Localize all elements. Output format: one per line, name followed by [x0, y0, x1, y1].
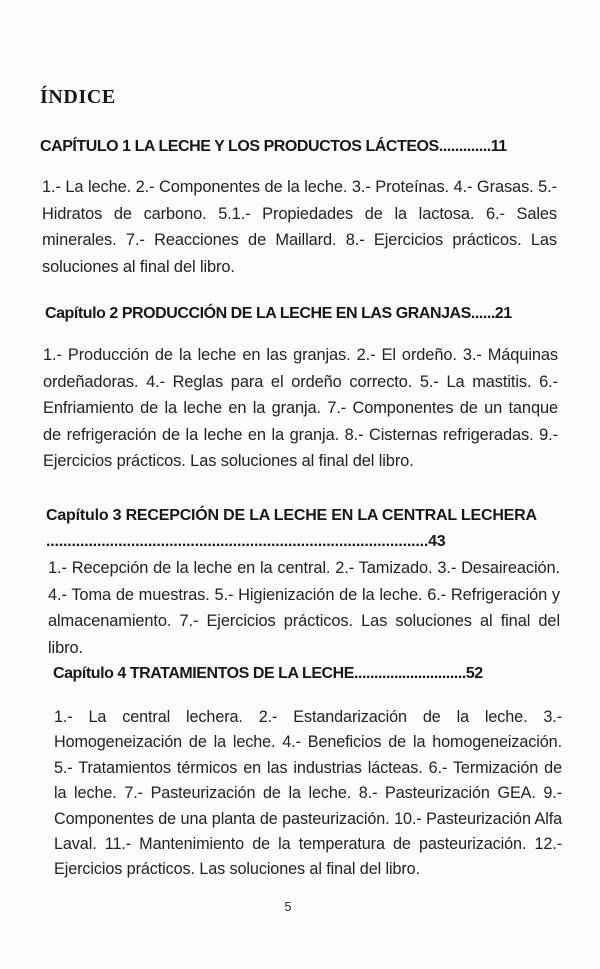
chapter-1-heading: CAPÍTULO 1 LA LECHE Y LOS PRODUCTOS LÁCTEOS.............11: [40, 138, 507, 155]
chapter-3-heading-leader: ..........................................................................................43: [46, 533, 446, 550]
chapter-4-summary: 1.- La central lechera. 2.- Estandarización de la leche. 3.- Homogeneización de la leche. 4.- Beneficios de la homogeneización. 5.- Tratamientos térmicos en las industrias lácteas. 6.- Termización de la leche. 7.- Pasteurización de la leche. 8.- Pasteurización GEA. 9.- Componentes de una planta de pasteurización. 10.- Pasteurización Alfa Laval. 11.- Mantenimiento de la temperatura de pasteurización. 12.- Ejercicios prácticos. Las soluciones al final del libro.: [54, 708, 562, 879]
chapter-2-summary: 1.- Producción de la leche en las granjas. 2.- El ordeño. 3.- Máquinas ordeñadoras. 4.- Reglas para el ordeño correcto. 5.- La mastitis. 6.- Enfriamiento de la leche en la granja. 7.- Componentes de un tanque de refrigeración de la leche en la granja. 8.- Cisternas refrigeradas. 9.- Ejercicios prácticos. Las soluciones al final del libro.: [43, 346, 558, 471]
page-number: 5: [284, 900, 292, 914]
chapter-3-heading: [46, 503, 560, 555]
chapter-1-summary: 1.- La leche. 2.- Componentes de la leche. 3.- Proteínas. 4.- Grasas. 5.- Hidratos de carbono. 5.1.- Propiedades de la lactosa. 6.- Sales minerales. 7.- Reacciones de Maillard. 8.- Ejercicios prácticos. Las soluciones al final del libro.: [42, 178, 557, 276]
chapter-2-heading: Capítulo 2 PRODUCCIÓN DE LA LECHE EN LAS GRANJAS......21: [45, 305, 512, 322]
chapter-3-summary: 1.- Recepción de la leche en la central. 2.- Tamizado. 3.- Desaireación. 4.- Toma de muestras. 5.- Higienización de la leche. 6.- Refrigeración y almacenamiento. 7.- Ejercicios prácticos. Las soluciones al final del libro.: [48, 559, 560, 657]
chapter-3-heading-line1: Capítulo 3 RECEPCIÓN DE LA LECHE EN LA CENTRAL LECHERA: [46, 507, 537, 524]
chapter-4-heading: Capítulo 4 TRATAMIENTOS DE LA LECHE............................52: [53, 665, 483, 682]
page-title: ÍNDICE: [40, 86, 116, 108]
